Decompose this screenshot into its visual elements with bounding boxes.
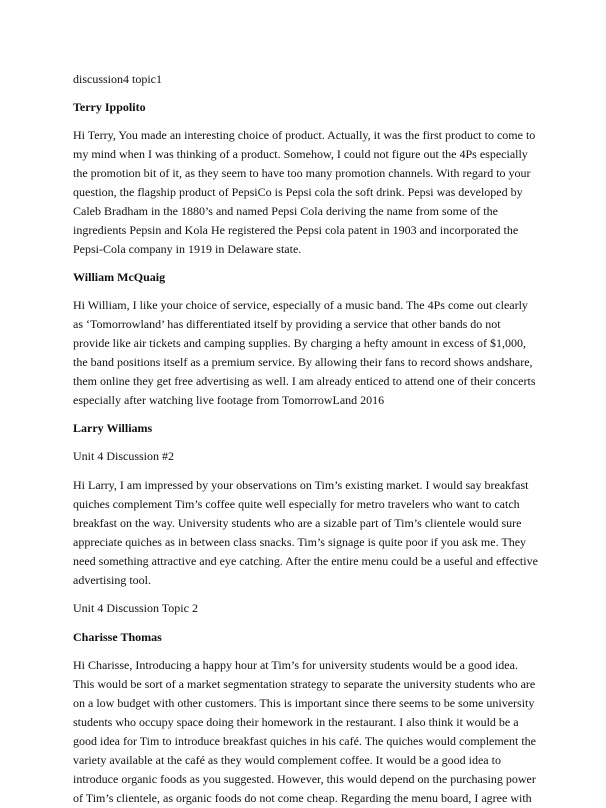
section-subtitle-larry: Unit 4 Discussion #2 [73, 449, 175, 463]
document-title: discussion4 topic1 [73, 72, 162, 86]
section-heading-larry: Larry Williams [73, 421, 153, 435]
topic2-label: Unit 4 Discussion Topic 2 [73, 601, 198, 615]
section-heading-terry: Terry Ippolito [73, 100, 146, 114]
section-paragraph-larry: Hi Larry, I am impressed by your observations on Tim’s existing market. I would say breakfast quiches complement Tim’s coffee quite well especially for metro travelers who want to catch breakfast on the way. University students who are a sizable part of Tim’s clientele would sure appreciate quiches as in between class snacks. Tim’s signage is quite poor if you ask me. They need something attractive and eye catching. After the entire menu could be a useful and effective advertising tool. [73, 478, 538, 587]
section-heading-william: William McQuaig [73, 270, 166, 284]
section-paragraph-charisse: Hi Charisse, Introducing a happy hour at Tim’s for university students would be a good idea. This would be sort of a market segmentation strategy to separate the university students who are on a low budget with other customers. This is important since there seems to be some university students who occupy space doing their homework in the restaurant. I also think it would be a good idea for Tim to introduce breakfast quiches in his café. The quiches would complement the variety available at the café as they would complement coffee. It would be a good idea to introduce organic foods as you suggested. However, this would depend on the purchasing power of Tim’s clientele, as organic foods do not come cheap. Regarding the menu board, I agree with [73, 658, 537, 805]
section-paragraph-william: Hi William, I like your choice of service, especially of a music band. The 4Ps come out clearly as ‘Tomorrowland’ has differentiated itself by providing a service that other bands do not provide like air tickets and camping supplies. By charging a hefty amount in excess of $1,000, the band positions itself as a premium service. By allowing their fans to record shows andshare, them online they get free advertising as well. I am already enticed to attend one of their concerts especially after watching live footage from TomorrowLand 2016 [73, 298, 536, 407]
section-heading-charisse: Charisse Thomas [73, 630, 162, 644]
section-paragraph-terry: Hi Terry, You made an interesting choice of product. Actually, it was the first product to come to my mind when I was thinking of a product. Somehow, I could not figure out the 4Ps especially the promotion bit of it, as they seem to have too many promotion channels. With regard to your question, the flagship product of PepsiCo is Pepsi cola the soft drink. Pepsi was developed by Caleb Bradham in the 1880’s and named Pepsi Cola deriving the name from some of the ingredients Pepsin and Kola He registered the Pepsi cola patent in 1903 and incorporated the Pepsi-Cola company in 1919 in Delaware state. [73, 128, 536, 256]
